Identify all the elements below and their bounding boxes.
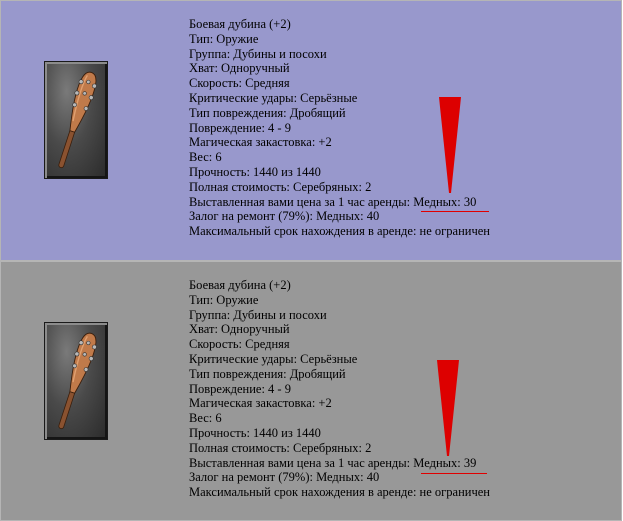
stat-max-rent-term: Максимальный срок нахождения в аренде: не ограничен xyxy=(189,224,490,239)
stat-durability: Прочность: 1440 из 1440 xyxy=(189,164,321,179)
stat-critical: Критические удары: Серьёзные xyxy=(189,351,358,366)
stat-critical: Критические удары: Серьёзные xyxy=(189,90,358,105)
stat-weight: Вес: 6 xyxy=(189,150,222,165)
stat-enchant: Магическая закастовка: +2 xyxy=(189,135,332,150)
rent-price-underline xyxy=(421,473,487,474)
stat-grip: Хват: Одноручный xyxy=(189,322,290,337)
item-name: Боевая дубина (+2) xyxy=(189,17,291,31)
stat-type: Тип: Оружие xyxy=(189,31,259,46)
stat-speed: Скорость: Средняя xyxy=(189,337,290,352)
stat-rent-price: Выставленная вами цена за 1 час аренды: Медных: 30 xyxy=(189,194,477,209)
arrow-down-icon xyxy=(438,97,462,193)
rent-price-underline xyxy=(421,211,489,212)
stat-rent-price: Выставленная вами цена за 1 час аренды: Медных: 39 xyxy=(189,455,477,470)
stat-damage-type: Тип повреждения: Дробящий xyxy=(189,105,346,120)
club-icon xyxy=(45,62,107,178)
stat-weight: Вес: 6 xyxy=(189,411,222,426)
stat-group: Группа: Дубины и посохи xyxy=(189,307,327,322)
stat-type: Тип: Оружие xyxy=(189,292,259,307)
club-icon xyxy=(45,323,107,439)
stat-damage: Повреждение: 4 - 9 xyxy=(189,120,291,135)
stat-full-cost: Полная стоимость: Серебряных: 2 xyxy=(189,440,372,455)
stat-max-rent-term: Максимальный срок нахождения в аренде: не ограничен xyxy=(189,485,490,500)
stat-repair-deposit: Залог на ремонт (79%): Медных: 40 xyxy=(189,209,380,224)
item-panel-2 xyxy=(0,261,622,521)
arrow-down-icon xyxy=(436,360,460,456)
stat-speed: Скорость: Средняя xyxy=(189,76,290,91)
stat-repair-deposit: Залог на ремонт (79%): Медных: 40 xyxy=(189,470,380,485)
stat-enchant: Магическая закастовка: +2 xyxy=(189,396,332,411)
item-slot[interactable] xyxy=(44,61,108,179)
stat-group: Группа: Дубины и посохи xyxy=(189,46,327,61)
stat-damage-type: Тип повреждения: Дробящий xyxy=(189,366,346,381)
stat-full-cost: Полная стоимость: Серебряных: 2 xyxy=(189,179,372,194)
stat-damage: Повреждение: 4 - 9 xyxy=(189,381,291,396)
stat-grip: Хват: Одноручный xyxy=(189,61,290,76)
item-slot[interactable] xyxy=(44,322,108,440)
stat-durability: Прочность: 1440 из 1440 xyxy=(189,425,321,440)
item-name: Боевая дубина (+2) xyxy=(189,278,291,292)
